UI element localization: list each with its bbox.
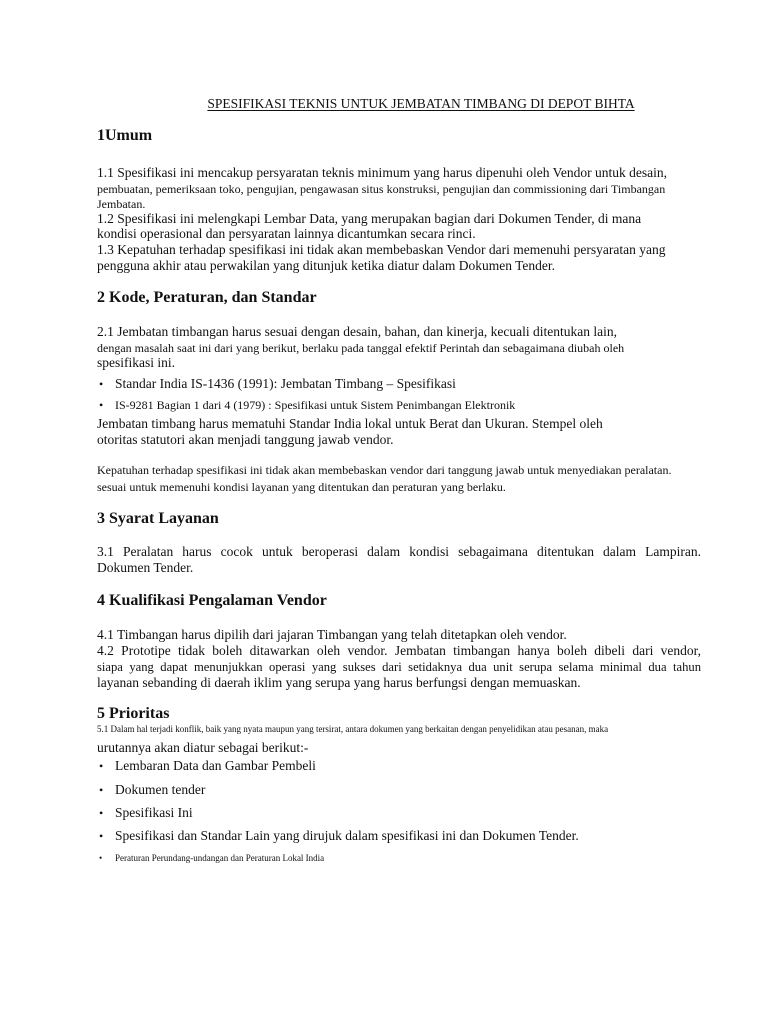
s1-line-3: Jembatan. [97,197,146,211]
s5-bullet-3: • Spesifikasi Ini [99,805,193,820]
s3-line-1: 3.1 Peralatan harus cocok untuk beroperasi dalam kondisi sebagaimana ditentukan dalam Lampiran. [97,544,701,559]
s5-small-line: 5.1 Dalam hal terjadi konflik, baik yang nyata maupun yang tersirat, antara dokumen yang berkaitan dengan penyelidikan atau pesanan, maka [97,724,609,734]
s4-paragraph [97,627,701,691]
s1-line-5: kondisi operasional dan persyaratan lainnya dicantumkan secara rinci. [97,226,476,241]
s4-line-2: 4.2 Prototipe tidak boleh ditawarkan oleh vendor. Jembatan timbangan hanya boleh dibeli dari vendor, [97,643,701,658]
s2-after-line-1: Jembatan timbang harus mematuhi Standar India lokal untuk Berat dan Ukuran. Stempel oleh [97,416,603,431]
section-3-heading: 3 Syarat Layanan [97,510,219,527]
s1-line-2: pembuatan, pemeriksaan toko, pengujian, pengawasan situs konstruksi, pengujian dan commissioning dari Timbangan [97,182,666,196]
section-1-heading: 1Umum [97,127,153,144]
bullet-icon: • [99,759,104,773]
bullet-icon: • [99,853,103,863]
s2-note-line-1: Kepatuhan terhadap spesifikasi ini tidak akan membebaskan vendor dari tanggung jawab untuk menyediakan peralatan. [97,463,672,477]
s2-line-1: 2.1 Jembatan timbangan harus sesuai dengan desain, bahan, dan kinerja, kecuali ditentukan lain, [97,324,617,339]
s2-after-line-2: otoritas statutori akan menjadi tanggung jawab vendor. [97,432,394,447]
s2-line-3: spesifikasi ini. [97,355,175,370]
s4-line-3: siapa yang dapat menunjukkan operasi yang sukses dari setidaknya dua unit serupa selama minimal dua tahun [97,660,701,674]
s1-line-7: pengguna akhir atau perwakilan yang ditunjuk ketika diatur dalam Dokumen Tender. [97,258,556,273]
section-5-heading: 5 Prioritas [97,705,170,722]
section-4-heading: 4 Kualifikasi Pengalaman Vendor [97,592,327,609]
s2-line-2: dengan masalah saat ini dari yang berikut, berlaku pada tanggal efektif Perintah dan sebagaimana diubah oleh [97,341,625,355]
bullet-icon: • [99,398,104,412]
s1-line-6: 1.3 Kepatuhan terhadap spesifikasi ini tidak akan membebaskan Vendor dari memenuhi persyaratan yang [97,242,666,257]
s5-bullet-4: • Spesifikasi dan Standar Lain yang dirujuk dalam spesifikasi ini dan Dokumen Tender. [99,828,579,843]
s1-line-4: 1.2 Spesifikasi ini melengkapi Lembar Data, yang merupakan bagian dari Dokumen Tender, di mana [97,211,642,226]
s2-note-line-2: sesuai untuk memenuhi kondisi layanan yang ditentukan dan peraturan yang berlaku. [97,480,506,494]
s2-bullet-1: • Standar India IS-1436 (1991): Jembatan Timbang – Spesifikasi [99,376,456,391]
bullet-icon: • [99,806,104,820]
s3-paragraph [97,544,701,576]
bullet-icon: • [99,377,104,391]
s1-line-1: 1.1 Spesifikasi ini mencakup persyaratan teknis minimum yang harus dipenuhi oleh Vendor untuk desain, [97,165,668,180]
document-title: SPESIFIKASI TEKNIS UNTUK JEMBATAN TIMBANG DI DEPOT BIHTA [207,96,635,111]
s4-line-1: 4.1 Timbangan harus dipilih dari jajaran Timbangan yang telah ditetapkan oleh vendor. [97,627,567,642]
section-2-heading: 2 Kode, Peraturan, dan Standar [97,289,317,306]
bullet-icon: • [99,783,104,797]
s3-line-2: Dokumen Tender. [97,560,194,575]
s5-bullet-2: • Dokumen tender [99,782,206,797]
s4-line-4: layanan sebanding di daerah iklim yang serupa yang harus berfungsi dengan memuaskan. [97,675,581,690]
s5-bullet-5: • Peraturan Perundang-undangan dan Peraturan Lokal India [99,853,325,863]
s5-bullet-1: • Lembaran Data dan Gambar Pembeli [99,758,316,773]
s2-bullet-2: • IS-9281 Bagian 1 dari 4 (1979) : Spesifikasi untuk Sistem Penimbangan Elektronik [99,398,516,412]
bullet-icon: • [99,829,104,843]
s5-line-2: urutannya akan diatur sebagai berikut:- [97,740,309,755]
